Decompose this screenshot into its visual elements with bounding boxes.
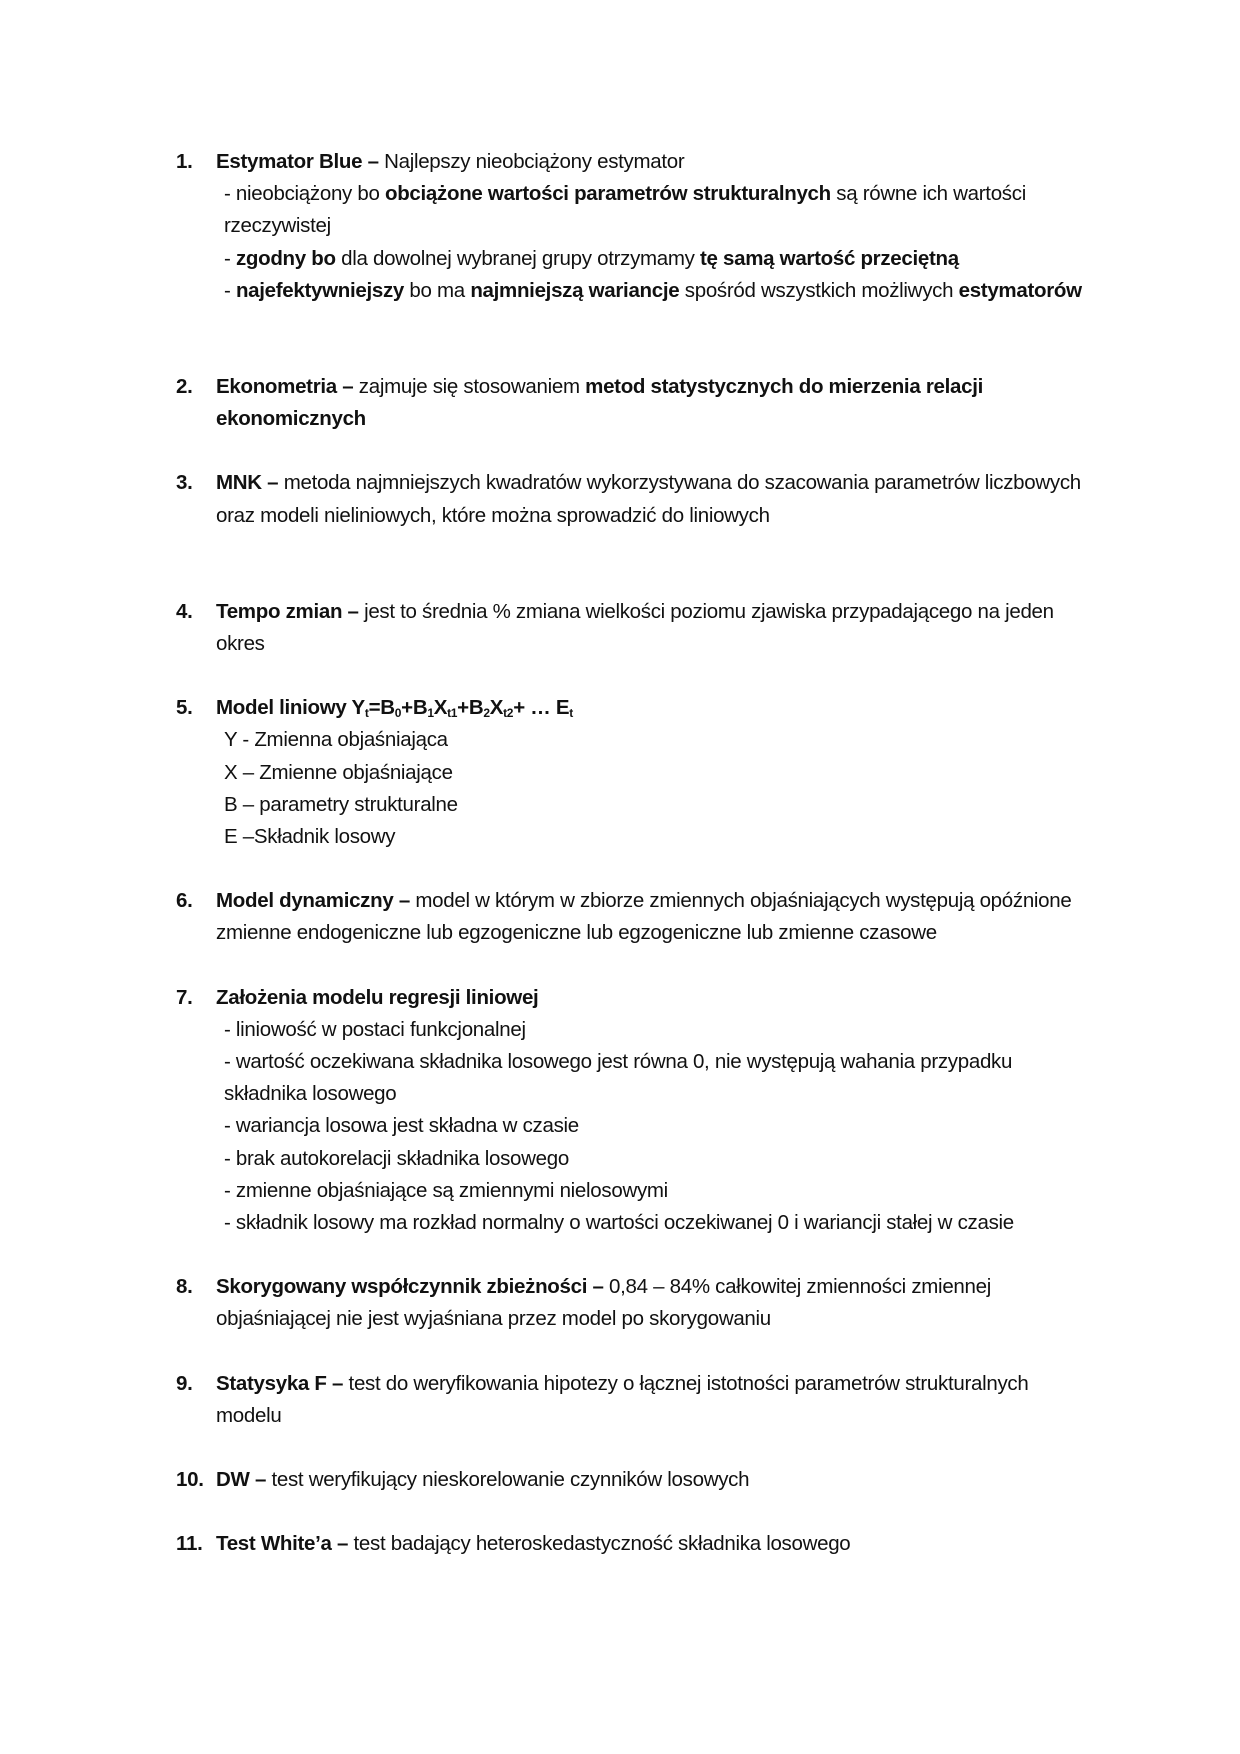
item-number: 1.	[176, 150, 193, 173]
item-subline: - nieobciążony bo obciążone wartości parametrów strukturalnych są równe ich wartości rzeczywistej	[224, 182, 1026, 238]
item-number: 3.	[176, 471, 193, 495]
list-item-test-white	[176, 1528, 1096, 1560]
item-subline: - wartość oczekiwana składnika losowego jest równa 0, nie występują wahania przypadku składnika losowego	[224, 1050, 1013, 1106]
list-item-dw	[176, 1464, 1096, 1496]
list-item-estymator-blue	[176, 146, 1096, 307]
item-subline: E –Składnik losowy	[224, 825, 396, 849]
item-number: 9.	[176, 1371, 193, 1395]
item-subline: - wariancja losowa jest składna w czasie	[224, 1114, 579, 1138]
item-number: 6.	[176, 889, 193, 913]
item-number: 4.	[176, 599, 193, 623]
list-item-ekonometria	[176, 371, 1096, 435]
item-description-bold: metod statystycznych do mierzenia relacji ekonomicznych	[216, 375, 983, 431]
item-number: 10.	[176, 1468, 204, 1492]
item-description: jest to średnia % zmiana wielkości poziomu zjawiska przypadającego na jeden okres	[216, 599, 1054, 656]
definitions-list	[176, 146, 1096, 1561]
item-subline: - zmienne objaśniające są zmiennymi nielosowymi	[224, 1178, 668, 1202]
item-term: MNK –	[216, 471, 279, 495]
item-term: Założenia modelu regresji liniowej	[216, 985, 539, 1009]
item-description: test do weryfikowania hipotezy o łącznej istotności parametrów strukturalnych modelu	[216, 1371, 1029, 1427]
list-item-statystyka-f	[176, 1368, 1096, 1432]
list-item-zalozenia	[176, 982, 1096, 1240]
item-term: Estymator Blue –	[216, 150, 379, 173]
item-number: 7.	[176, 985, 193, 1009]
item-subline: - składnik losowy ma rozkład normalny o wartości oczekiwanej 0 i wariancji stałej w czasie	[224, 1211, 1014, 1235]
item-description: zajmuje się stosowaniem	[353, 375, 586, 399]
list-item-skorygowany	[176, 1271, 1096, 1335]
item-description: test weryfikujący nieskorelowanie czynników losowych	[266, 1468, 750, 1492]
list-item-tempo-zmian	[176, 596, 1096, 660]
item-subline: X – Zmienne objaśniające	[224, 760, 453, 784]
item-term: Skorygowany współczynnik zbieżności –	[216, 1275, 604, 1299]
item-term: Tempo zmian –	[216, 599, 359, 623]
item-description: test badający heteroskedastyczność składnika losowego	[348, 1532, 851, 1556]
item-number: 8.	[176, 1275, 193, 1299]
item-term: Test White’a –	[216, 1532, 349, 1556]
list-item-mnk	[176, 467, 1096, 531]
item-subline: Y - Zmienna objaśniająca	[224, 728, 448, 752]
item-description: 0,84 – 84% całkowitej zmienności zmiennej objaśniającej nie jest wyjaśniana przez model po skorygowaniu	[216, 1275, 991, 1331]
item-number: 2.	[176, 375, 193, 399]
item-description: model w którym w zbiorze zmiennych objaśniających występują opóźnione zmienne endogeniczne lub egzogeniczne lub egzogeniczne lub zmienne czasowe	[216, 889, 1072, 945]
item-subline: - liniowość w postaci funkcjonalnej	[224, 1017, 526, 1041]
item-subline: - najefektywniejszy bo ma najmniejszą wariancje spośród wszystkich możliwych estymatorów	[224, 278, 1082, 302]
item-number: 11.	[176, 1532, 203, 1556]
list-item-model-liniowy	[176, 692, 1096, 853]
list-item-model-dynamiczny	[176, 885, 1096, 949]
item-description: metoda najmniejszych kwadratów wykorzystywana do szacowania parametrów liczbowych oraz modeli nieliniowych, które można sprowadzić do liniowych	[216, 471, 1081, 527]
item-term: DW –	[216, 1468, 267, 1492]
item-term: Ekonometria –	[216, 375, 354, 399]
item-subline: - zgodny bo dla dowolnej wybranej grupy otrzymamy tę samą wartość przeciętną	[224, 246, 959, 270]
item-subline: - brak autokorelacji składnika losowego	[224, 1146, 569, 1170]
item-description: Najlepszy nieobciążony estymator	[378, 150, 685, 173]
item-subline: B – parametry strukturalne	[224, 792, 458, 816]
item-term: Statysyka F –	[216, 1371, 344, 1395]
item-number: 5.	[176, 696, 193, 720]
item-term: Model dynamiczny –	[216, 889, 410, 913]
item-formula: Model liniowy $Y_t=B_0+B_1X_{t1}+B_2X_{t2}+$ … $E_t$	[216, 696, 573, 721]
